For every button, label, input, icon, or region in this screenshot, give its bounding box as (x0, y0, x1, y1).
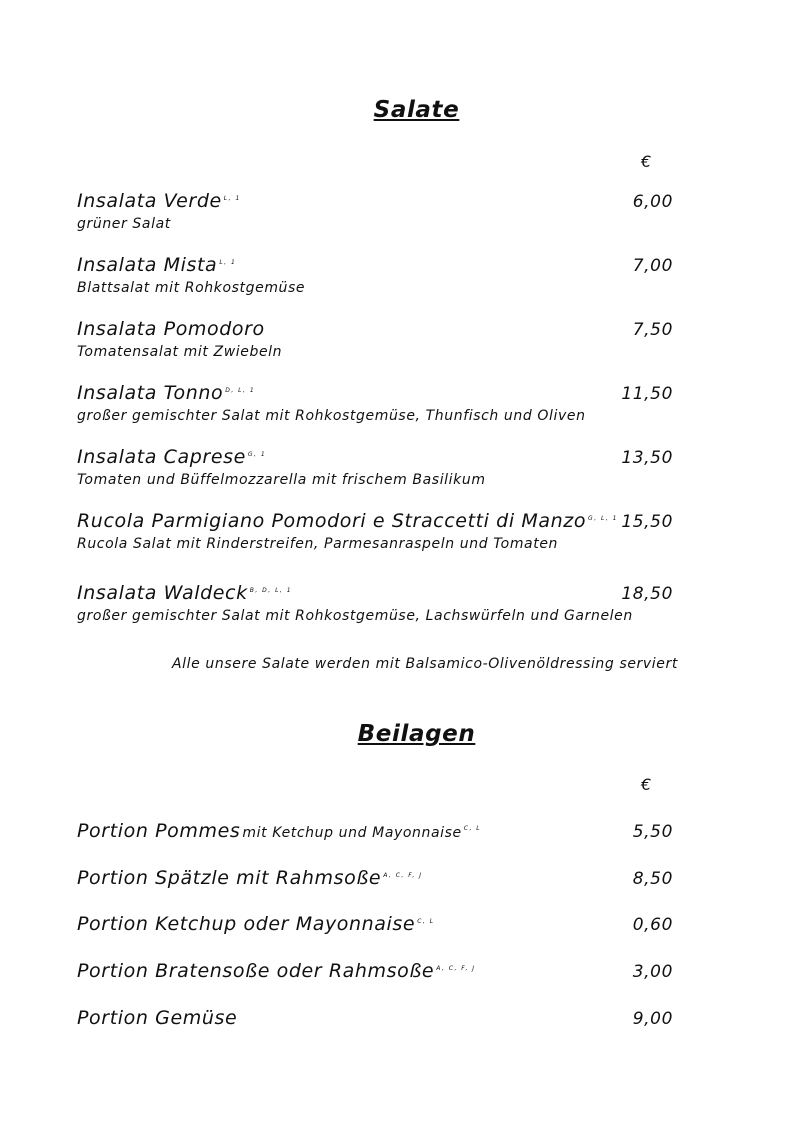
item-price: 13,50 (621, 448, 673, 468)
item-name: Portion Pommes (77, 820, 241, 842)
item-price: 18,50 (621, 584, 673, 604)
item-price: 8,50 (632, 869, 673, 889)
section-title-salate: Salate (373, 97, 460, 123)
menu-item-portion-gemuese (77, 1007, 677, 1031)
menu-item-rucola-parmigiano (77, 510, 677, 552)
item-description: grüner Salat (77, 216, 171, 232)
item-name: Portion Gemüse (77, 1007, 238, 1029)
menu-item-portion-bratensosse (77, 960, 677, 984)
item-description: Tomatensalat mit Zwiebeln (77, 344, 283, 360)
item-price: 15,50 (621, 512, 673, 532)
menu-item-portion-spaetzle (77, 867, 677, 891)
allergen-codes: L, 1 (219, 258, 237, 266)
item-name: Insalata Mista (77, 254, 218, 276)
item-name: Insalata Waldeck (77, 582, 248, 604)
item-price: 5,50 (632, 822, 673, 842)
allergen-codes: D, L, 1 (225, 386, 256, 394)
menu-item-insalata-pomodoro (77, 318, 677, 360)
currency-header-beilagen: € (641, 775, 652, 794)
item-description: großer gemischter Salat mit Rohkostgemüse, Lachswürfeln und Garnelen (77, 608, 633, 624)
menu-item-portion-ketchup (77, 913, 677, 937)
menu-item-insalata-caprese (77, 446, 677, 488)
item-description: Rucola Salat mit Rinderstreifen, Parmesanraspeln und Tomaten (77, 536, 559, 552)
item-price: 9,00 (632, 1009, 673, 1029)
item-description: Blattsalat mit Rohkostgemüse (77, 280, 306, 296)
item-name: Insalata Caprese (77, 446, 246, 468)
item-name: Portion Bratensoße oder Rahmsoße (77, 960, 435, 982)
dressing-note: Alle unsere Salate werden mit Balsamico-Olivenöldressing serviert (172, 656, 678, 672)
item-name: Insalata Pomodoro (77, 318, 265, 340)
menu-item-insalata-waldeck (77, 582, 677, 624)
item-price: 7,50 (632, 320, 673, 340)
allergen-codes: G, L, 1 (588, 514, 618, 522)
item-inline-description: mit Ketchup und Mayonnaise (242, 825, 462, 841)
item-description: großer gemischter Salat mit Rohkostgemüse, Thunfisch und Oliven (77, 408, 586, 424)
allergen-codes: C, L (417, 917, 435, 925)
item-name: Insalata Verde (77, 190, 222, 212)
item-name: Portion Spätzle mit Rahmsoße (77, 867, 382, 889)
item-price: 7,00 (632, 256, 673, 276)
allergen-codes: A, C, F, J (436, 964, 476, 972)
section-title-beilagen: Beilagen (357, 721, 476, 747)
currency-header-salate: € (641, 152, 652, 171)
item-name: Insalata Tonno (77, 382, 224, 404)
item-name: Portion Ketchup oder Mayonnaise (77, 913, 416, 935)
menu-item-insalata-tonno (77, 382, 677, 424)
allergen-codes: C, L (463, 824, 482, 832)
allergen-codes: A, C, F, J (383, 871, 423, 879)
item-name: Rucola Parmigiano Pomodori e Straccetti di Manzo (77, 510, 587, 532)
allergen-codes: B, D, L, 1 (249, 586, 293, 594)
menu-item-insalata-verde (77, 190, 677, 232)
item-price: 11,50 (621, 384, 673, 404)
allergen-codes: G, 1 (247, 450, 267, 458)
item-price: 0,60 (632, 915, 673, 935)
item-description: Tomaten und Büffelmozzarella mit frischem Basilikum (77, 472, 486, 488)
item-price: 3,00 (632, 962, 673, 982)
allergen-codes: L, 1 (223, 194, 241, 202)
item-price: 6,00 (632, 192, 673, 212)
menu-item-insalata-mista (77, 254, 677, 296)
menu-item-portion-pommes (77, 820, 677, 844)
